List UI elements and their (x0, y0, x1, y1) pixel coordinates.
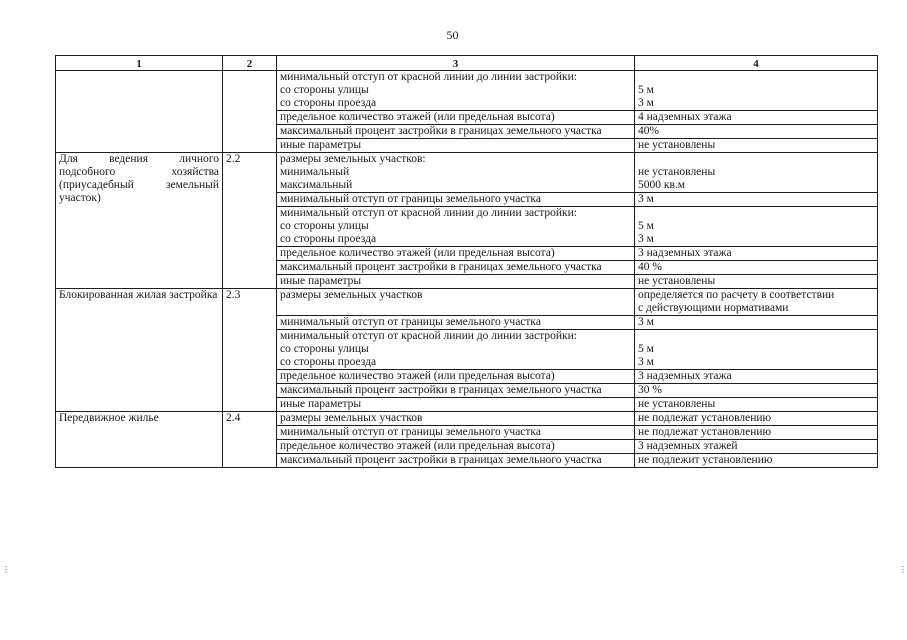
table-row (56, 153, 878, 193)
value-cell (635, 384, 878, 398)
parameter-cell (277, 71, 635, 111)
parameter-cell (277, 193, 635, 207)
value-cell (635, 440, 878, 454)
parameter-text: максимальный процент застройки в границах земельного участка (280, 384, 602, 396)
value-text: 5 м (638, 84, 654, 96)
value-text: 4 надземных этажа (638, 111, 732, 123)
value-cell (635, 125, 878, 139)
value-text: 40% (638, 125, 660, 137)
table-header-row (56, 56, 878, 71)
value-cell (635, 316, 878, 330)
parameter-text: иные параметры (280, 139, 362, 151)
table-row (56, 289, 878, 316)
table-row (56, 412, 878, 426)
parameter-text: минимальный отступ от границы земельного участка (280, 316, 541, 328)
parameter-text: максимальный процент застройки в границах земельного участка (280, 454, 602, 466)
parameter-text: максимальный процент застройки в границах земельного участка (280, 125, 602, 137)
parameter-cell (277, 426, 635, 440)
value-text: 5000 кв.м (638, 179, 686, 191)
value-text: 40 % (638, 261, 662, 273)
parameter-cell (277, 247, 635, 261)
table-body (56, 71, 878, 468)
parameter-cell (277, 384, 635, 398)
parameter-cell (277, 398, 635, 412)
value-cell (635, 261, 878, 275)
value-text: не установлены (638, 166, 716, 178)
value-text: с действующими нормативами (638, 302, 789, 314)
value-cell (635, 193, 878, 207)
parameter-cell (277, 289, 635, 316)
land-use-code: 2.4 (223, 412, 277, 468)
value-cell (635, 370, 878, 384)
value-cell (635, 454, 878, 468)
parameter-text: минимальный (280, 166, 350, 178)
parameter-text: размеры земельных участков (280, 289, 423, 301)
parameter-text: иные параметры (280, 275, 362, 287)
parameter-cell (277, 440, 635, 454)
value-cell (635, 207, 878, 247)
column-header-4: 4 (635, 56, 878, 71)
land-use-name: Блокированная жилая застройка (56, 289, 223, 412)
scan-mark-right: ⋮ (899, 565, 907, 574)
value-cell (635, 398, 878, 412)
value-text: определяется по расчету в соответствии (638, 289, 835, 301)
parameter-text: предельное количество этажей (или предельная высота) (280, 247, 555, 259)
parameter-text: иные параметры (280, 398, 362, 410)
parameter-text: со стороны проезда (280, 233, 377, 245)
value-text: 3 м (638, 193, 654, 205)
value-text: 5 м (638, 220, 654, 232)
value-text: не подлежат установлению (638, 412, 772, 424)
land-use-code: 2.3 (223, 289, 277, 412)
continued-code-cell (223, 71, 277, 153)
parameter-text: максимальный (280, 179, 353, 191)
value-text: 30 % (638, 384, 662, 396)
parameter-text: максимальный процент застройки в границах земельного участка (280, 261, 602, 273)
parameter-text: со стороны улицы (280, 84, 369, 96)
value-text: 3 надземных этажей (638, 440, 738, 452)
parameter-text: предельное количество этажей (или предельная высота) (280, 111, 555, 123)
value-text: не подлежит установлению (638, 454, 773, 466)
parameter-text: со стороны проезда (280, 97, 377, 109)
page-number: 50 (446, 28, 459, 42)
parameter-text: со стороны улицы (280, 220, 369, 232)
parameter-cell (277, 111, 635, 125)
value-text: 3 м (638, 316, 654, 328)
parameter-text: размеры земельных участков: (280, 153, 426, 165)
value-cell (635, 139, 878, 153)
value-text: 3 м (638, 233, 654, 245)
value-text: 3 м (638, 97, 654, 109)
parameter-cell (277, 261, 635, 275)
parameter-text: со стороны проезда (280, 356, 377, 368)
parameter-cell (277, 412, 635, 426)
parameter-text: предельное количество этажей (или предельная высота) (280, 370, 555, 382)
value-text: 5 м (638, 343, 654, 355)
land-use-name: Для ведения личного подсобного хозяйства (приусадебный земельный участок) (56, 153, 223, 289)
land-use-parameters-table (55, 55, 878, 468)
value-text: 3 м (638, 356, 654, 368)
parameter-cell (277, 153, 635, 193)
value-text: не установлены (638, 398, 716, 410)
value-text: не установлены (638, 139, 716, 151)
value-cell (635, 153, 878, 193)
parameter-cell (277, 454, 635, 468)
column-header-1: 1 (56, 56, 223, 71)
parameter-text: минимальный отступ от границы земельного участка (280, 426, 541, 438)
parameter-text: со стороны улицы (280, 343, 369, 355)
parameter-cell (277, 316, 635, 330)
value-cell (635, 412, 878, 426)
value-text: не подлежат установлению (638, 426, 772, 438)
value-text: не установлены (638, 275, 716, 287)
land-use-name: Передвижное жилье (56, 412, 223, 468)
value-text: 3 надземных этажа (638, 247, 732, 259)
value-cell (635, 289, 878, 316)
parameter-text: предельное количество этажей (или предельная высота) (280, 440, 555, 452)
parameter-cell (277, 207, 635, 247)
value-cell (635, 426, 878, 440)
value-cell (635, 247, 878, 261)
column-header-2: 2 (223, 56, 277, 71)
parameter-cell (277, 125, 635, 139)
parameter-cell (277, 139, 635, 153)
scan-mark-left: ⋮ (2, 565, 10, 574)
parameter-cell (277, 275, 635, 289)
parameter-cell (277, 370, 635, 384)
value-cell (635, 111, 878, 125)
column-header-3: 3 (277, 56, 635, 71)
table-row (56, 71, 878, 111)
parameter-text: размеры земельных участков (280, 412, 423, 424)
value-cell (635, 275, 878, 289)
continued-name-cell (56, 71, 223, 153)
parameter-text: минимальный отступ от красной линии до линии застройки: (280, 71, 577, 83)
parameter-text: минимальный отступ от границы земельного участка (280, 193, 541, 205)
value-cell (635, 71, 878, 111)
parameter-text: минимальный отступ от красной линии до линии застройки: (280, 207, 577, 219)
value-cell (635, 330, 878, 370)
land-use-code: 2.2 (223, 153, 277, 289)
value-text: 3 надземных этажа (638, 370, 732, 382)
parameter-cell (277, 330, 635, 370)
parameter-text: минимальный отступ от красной линии до линии застройки: (280, 330, 577, 342)
